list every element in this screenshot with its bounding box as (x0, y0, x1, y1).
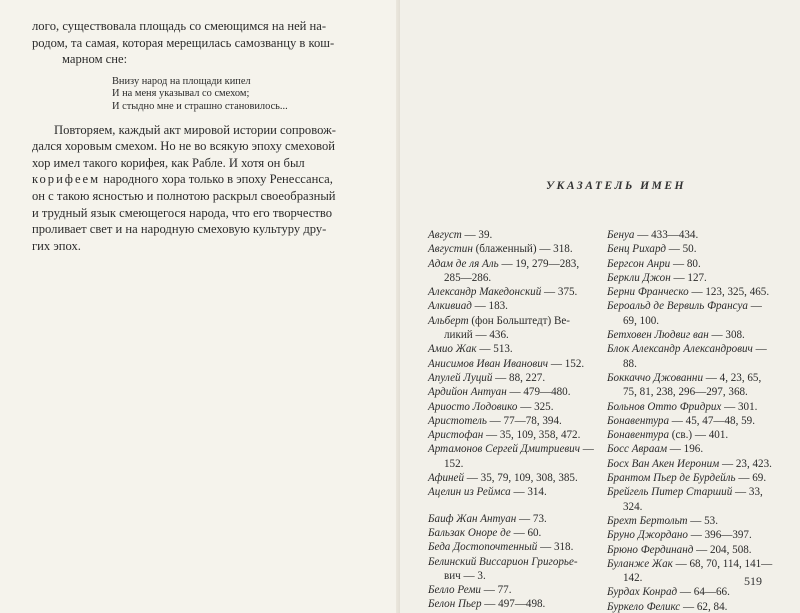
index-entry-name: Адам де ля Аль (428, 257, 499, 270)
index-entry (428, 471, 596, 485)
paragraph-1: логo, существовала площадь со смеющимся на ней на- родом, та самая, которая мерещилась самозванцу в кош- марном сне: (32, 19, 335, 67)
index-entry-pages: — 19, 279—283, (498, 257, 580, 270)
index-entry (607, 600, 775, 613)
index-entry-name: Брантом Пьер де Бурдейль (607, 472, 736, 485)
index-entry-name: Бенуа (607, 229, 635, 241)
index-entry (428, 414, 596, 428)
index-column-1 (428, 228, 596, 612)
index-entry-name: Берни Франческо (607, 286, 689, 299)
index-entry-continuation: 324. (623, 500, 643, 513)
index-entry-pages: (св.) — 401. (669, 429, 729, 442)
index-entry-name: Аристотель (428, 414, 487, 427)
index-entry-name: Бурдах Конрад (607, 586, 678, 599)
index-entry-pages: — 375. (541, 286, 578, 299)
index-entry-name: Боккаччо Джованни (607, 371, 703, 384)
index-entry (428, 597, 596, 611)
index-entry (428, 526, 596, 540)
index-entry (428, 299, 596, 313)
index-entry-name: Ариосто Лодовико (428, 400, 518, 413)
index-entry-pages: — 479—480. (506, 386, 571, 399)
index-entry-pages: — 301. (721, 400, 758, 413)
index-entry (607, 528, 775, 542)
index-entry-pages: — 23, 423. (719, 457, 772, 470)
page-number: 519 (744, 574, 762, 588)
index-entry-pages: — 77—78, 394. (486, 414, 562, 427)
index-entry-name: Блок Александр Александрович (607, 343, 753, 356)
index-entry-name: Ардийон Антуан (428, 386, 507, 399)
index-entry-continuation: вич — 3. (444, 569, 486, 582)
index-entry-name: Буркело Феликс (607, 600, 681, 613)
index-entry-pages: — 88, 227. (492, 371, 546, 384)
index-entry-pages: — 4, 23, 65, (703, 371, 762, 384)
index-entry-name: Август (428, 229, 462, 241)
index-entry-name: Белинский Виссарион Григорье- (428, 555, 578, 568)
index-entry (428, 357, 596, 371)
index-entry (607, 271, 775, 285)
index-entry (428, 371, 596, 385)
index-entry-name: Босс Авраам (607, 443, 668, 456)
index-entry-pages: — 77. (480, 584, 512, 597)
index-entry-pages: — 497—498. (481, 598, 546, 611)
index-entry-pages: — 53. (687, 514, 718, 527)
index-entry (607, 328, 775, 342)
index-entry-pages: — 50. (665, 243, 697, 256)
index-entry-pages: — 433—434. (634, 229, 699, 241)
index-entry-pages: — (580, 443, 594, 456)
index-entry-name: Бальзак Оноре де (428, 526, 511, 539)
index-entry-name: Амио Жак (428, 343, 477, 356)
poem-line: И на меня указывал со смехом; (112, 88, 250, 100)
index-entry-name: Баиф Жан Антуан (428, 512, 517, 525)
index-entry-name: Апулей Луций (428, 371, 493, 384)
index-entry-pages: — 64—66. (677, 586, 730, 599)
index-entry-name: Альберт (428, 314, 469, 327)
index-entry (607, 457, 775, 471)
index-entry-pages: — 513. (476, 343, 513, 356)
index-entry-name: Бруно Джордано (607, 529, 688, 542)
index-entry-pages: — 308. (708, 329, 745, 342)
index-entry-pages: — 204, 508. (693, 543, 752, 556)
index-entry-pages: — 73. (516, 512, 547, 525)
index-column-2 (607, 228, 775, 613)
index-entry-continuation: 88. (623, 357, 637, 370)
index-entry (607, 342, 775, 371)
index-entry-name: Белон Пьер (428, 598, 482, 611)
index-entry-continuation: 75, 81, 238, 296—297, 368. (623, 386, 748, 399)
index-entry (607, 285, 775, 299)
index-entry-name: Бенц Рихард (607, 243, 666, 256)
index-entry-pages: — 33, (732, 486, 763, 499)
poem-line: И стыдно мне и страшно становилось... (112, 100, 288, 112)
index-entry (428, 314, 596, 343)
index-entry-name: Бероальд де Вервиль Франсуа (607, 300, 748, 313)
index-entry-name: Августин (428, 243, 473, 256)
index-entry (607, 371, 775, 400)
index-entry (428, 400, 596, 414)
index-entry-pages: — 123, 325, 465. (688, 286, 770, 299)
index-entry-pages: — 196. (667, 443, 704, 456)
index-entry-name: Брюно Фердинанд (607, 543, 694, 556)
index-entry (607, 514, 775, 528)
index-entry-continuation: 142. (623, 572, 643, 585)
index-entry-name: Беркли Джон (607, 271, 671, 284)
index-entry-pages: — 69. (735, 472, 767, 485)
index-entry (428, 428, 596, 442)
index-entry-name: Бергсон Анри (607, 257, 671, 270)
left-page-text (32, 18, 370, 254)
poem-line: Внизу народ на площади кипел (112, 75, 251, 87)
index-entry (607, 485, 775, 514)
index-entry-pages: — 396—397. (687, 529, 752, 542)
index-entry-name: Буланже Жак (607, 557, 673, 570)
index-entry-name: Анисимов Иван Иванович (428, 357, 549, 370)
index-entry-pages: — (752, 343, 767, 356)
index-entry (607, 400, 775, 414)
index-entry-pages: — 318. (537, 541, 574, 554)
index-entry (607, 442, 775, 456)
index-entry (428, 512, 596, 526)
index-entry-continuation: 69, 100. (623, 314, 660, 327)
index-entry-name: Бетховен Людвиг ван (607, 329, 709, 342)
index-entry-pages: — 152. (548, 357, 585, 370)
index-entry (428, 442, 596, 471)
index-entry-pages: — 80. (670, 257, 701, 270)
index-entry (428, 540, 596, 554)
index-entry-name: Белло Реми (428, 584, 481, 597)
index-entry (428, 583, 596, 597)
index-entry-name: Брейгель Питер Старший (607, 486, 733, 499)
index-title: УКАЗАТЕЛЬ ИМЕН (546, 180, 686, 192)
index-entry (428, 228, 596, 242)
poem-quote (112, 76, 370, 114)
index-entry (607, 543, 775, 557)
index-entry-pages: (фон Больштедт) Ве- (468, 314, 571, 327)
index-entry-name: Афиней (428, 472, 465, 485)
index-entry (428, 385, 596, 399)
index-entry-name: Ацелин из Реймса (428, 486, 511, 499)
emphasized-word: корифеем (32, 172, 101, 187)
index-entry (428, 342, 596, 356)
index-entry (607, 414, 775, 428)
index-entry-pages: (блаженный) — 318. (472, 243, 573, 256)
index-entry-name: Больнов Отто Фридрих (607, 400, 722, 413)
index-entry-continuation: 285—286. (444, 271, 492, 284)
index-entry-name: Бонавентура (607, 429, 669, 442)
index-entry-name: Артамонов Сергей Дмитриевич (428, 443, 581, 456)
index-entry-pages: — 35, 109, 358, 472. (483, 429, 581, 442)
index-entry-continuation: ликий — 436. (444, 329, 509, 342)
index-entry-pages: — (747, 300, 762, 313)
index-entry-name: Александр Македонский (428, 286, 542, 299)
index-entry-continuation: 152. (444, 457, 464, 470)
index-entry (607, 428, 775, 442)
index-entry-pages: — 35, 79, 109, 308, 385. (464, 472, 578, 485)
index-entry-name: Аристофан (428, 429, 484, 442)
index-entry-pages: — 127. (670, 271, 707, 284)
index-entry (428, 555, 596, 584)
index-entry-pages: — 183. (471, 300, 508, 313)
index-entry-name: Беда Достопочтенный (428, 541, 538, 554)
index-entry (607, 228, 775, 242)
index-entry-pages: — 68, 70, 114, 141— (672, 557, 773, 570)
index-entry (607, 471, 775, 485)
index-letter-gap (428, 500, 596, 512)
index-entry-pages: — 60. (510, 526, 542, 539)
index-entry (428, 285, 596, 299)
index-entry-name: Босх Ван Акен Иероним (607, 457, 720, 470)
paragraph-2: Повторяем, каждый акт мировой истории сопровож- дался хоровым смехом. Но не во всякую эпоху смеховой хор имел такого корифея, как Рабле. И хотя он был корифеем народного хора только в эпоху Ренессанса, он с такою ясностью и полнотою раскрыл своеобразный и трудный язык смеющегося народа, что его творчество проливает свет и на народную смеховую культуру дру- гих эпох. (32, 122, 336, 253)
index-entry (607, 299, 775, 328)
index-entry-pages: — 314. (510, 486, 547, 499)
index-entry (607, 242, 775, 256)
index-entry (428, 257, 596, 286)
index-entry-name: Брехт Бертольт (607, 514, 688, 527)
index-entry (428, 485, 596, 499)
index-entry-pages: — 325. (517, 400, 554, 413)
index-entry-pages: — 45, 47—48, 59. (669, 414, 755, 427)
index-entry-name: Бонавентура (607, 414, 669, 427)
index-entry (607, 257, 775, 271)
index-entry-pages: — 62, 84. (680, 600, 728, 613)
index-entry (428, 242, 596, 256)
index-entry-pages: — 39. (461, 229, 493, 241)
index-entry-name: Алкивиад (428, 300, 472, 313)
